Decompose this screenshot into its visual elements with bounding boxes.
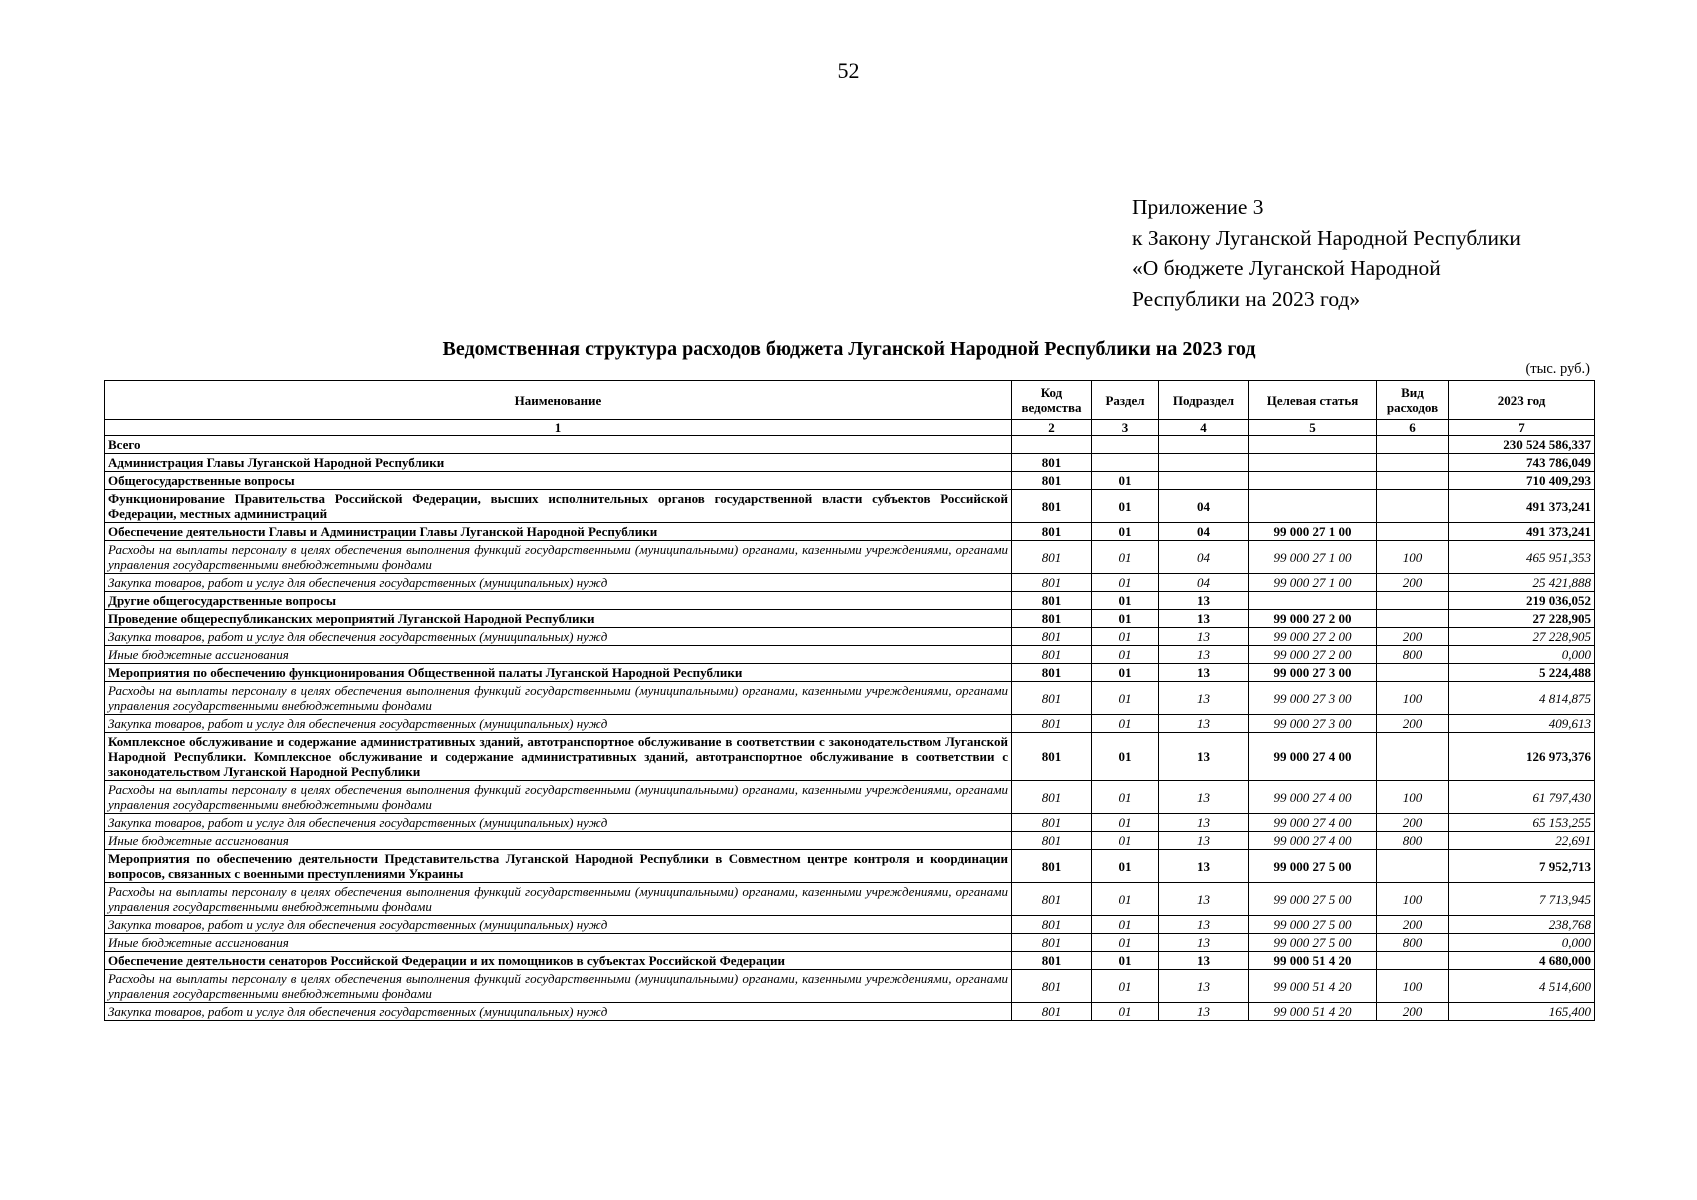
expense-type — [1377, 610, 1449, 628]
table-row — [105, 952, 1595, 970]
expense-type — [1377, 850, 1449, 883]
expense-type: 200 — [1377, 916, 1449, 934]
subsection — [1159, 454, 1249, 472]
target-article: 99 000 27 4 00 — [1249, 781, 1377, 814]
row-name: Всего — [105, 436, 1012, 454]
section: 01 — [1092, 715, 1159, 733]
appendix-line: Республики на 2023 год» — [1132, 286, 1361, 311]
table-row — [105, 646, 1595, 664]
subsection: 13 — [1159, 781, 1249, 814]
subsection: 13 — [1159, 715, 1249, 733]
amount-2023: 491 373,241 — [1449, 490, 1595, 523]
department-code: 801 — [1012, 916, 1092, 934]
table-row — [105, 814, 1595, 832]
subsection: 13 — [1159, 916, 1249, 934]
document-title: Ведомственная структура расходов бюджета Луганской Народной Республики на 2023 год — [442, 338, 1256, 360]
amount-2023: 165,400 — [1449, 1003, 1595, 1021]
department-code: 801 — [1012, 592, 1092, 610]
header-expense-type: Вид расходов — [1377, 381, 1449, 420]
subsection: 04 — [1159, 523, 1249, 541]
amount-2023: 25 421,888 — [1449, 574, 1595, 592]
row-name: Закупка товаров, работ и услуг для обеспечения государственных (муниципальных) нужд — [105, 628, 1012, 646]
target-article: 99 000 27 5 00 — [1249, 934, 1377, 952]
row-name: Закупка товаров, работ и услуг для обеспечения государственных (муниципальных) нужд — [105, 1003, 1012, 1021]
subsection: 13 — [1159, 934, 1249, 952]
budget-table-body — [105, 436, 1595, 1021]
amount-2023: 126 973,376 — [1449, 733, 1595, 781]
expense-type: 100 — [1377, 970, 1449, 1003]
target-article — [1249, 436, 1377, 454]
table-row — [105, 850, 1595, 883]
table-row — [105, 733, 1595, 781]
column-number-row — [105, 420, 1595, 436]
row-name: Расходы на выплаты персоналу в целях обеспечения выполнения функций государственными (муниципальными) органами, казенными учреждениями, органами управления государственными внебюджетными фондами — [105, 781, 1012, 814]
section: 01 — [1092, 592, 1159, 610]
header-section: Раздел — [1092, 381, 1159, 420]
column-number: 2 — [1012, 420, 1092, 436]
section: 01 — [1092, 664, 1159, 682]
amount-2023: 65 153,255 — [1449, 814, 1595, 832]
section — [1092, 454, 1159, 472]
section: 01 — [1092, 781, 1159, 814]
target-article: 99 000 27 2 00 — [1249, 646, 1377, 664]
budget-table — [104, 380, 1595, 1021]
department-code: 801 — [1012, 883, 1092, 916]
target-article: 99 000 27 4 00 — [1249, 733, 1377, 781]
department-code: 801 — [1012, 628, 1092, 646]
amount-2023: 465 951,353 — [1449, 541, 1595, 574]
row-name: Закупка товаров, работ и услуг для обеспечения государственных (муниципальных) нужд — [105, 715, 1012, 733]
row-name: Администрация Главы Луганской Народной Республики — [105, 454, 1012, 472]
table-row — [105, 523, 1595, 541]
subsection: 13 — [1159, 970, 1249, 1003]
table-row — [105, 1003, 1595, 1021]
amount-2023: 4 680,000 — [1449, 952, 1595, 970]
amount-2023: 61 797,430 — [1449, 781, 1595, 814]
amount-2023: 219 036,052 — [1449, 592, 1595, 610]
subsection: 13 — [1159, 883, 1249, 916]
section: 01 — [1092, 541, 1159, 574]
subsection: 04 — [1159, 541, 1249, 574]
amount-2023: 409,613 — [1449, 715, 1595, 733]
expense-type: 100 — [1377, 682, 1449, 715]
page-number: 52 — [837, 58, 860, 83]
table-row — [105, 454, 1595, 472]
header-name: Наименование — [105, 381, 1012, 420]
table-row — [105, 541, 1595, 574]
table-row — [105, 592, 1595, 610]
department-code: 801 — [1012, 610, 1092, 628]
department-code: 801 — [1012, 472, 1092, 490]
expense-type — [1377, 454, 1449, 472]
section: 01 — [1092, 472, 1159, 490]
header-department-code: Код ведомства — [1012, 381, 1092, 420]
row-name: Мероприятия по обеспечению функционирования Общественной палаты Луганской Народной Республики — [105, 664, 1012, 682]
target-article: 99 000 27 2 00 — [1249, 628, 1377, 646]
department-code: 801 — [1012, 715, 1092, 733]
subsection: 04 — [1159, 574, 1249, 592]
target-article: 99 000 27 1 00 — [1249, 541, 1377, 574]
target-article: 99 000 27 3 00 — [1249, 715, 1377, 733]
department-code: 801 — [1012, 781, 1092, 814]
row-name: Иные бюджетные ассигнования — [105, 646, 1012, 664]
table-row — [105, 832, 1595, 850]
header-subsection: Подраздел — [1159, 381, 1249, 420]
department-code: 801 — [1012, 664, 1092, 682]
row-name: Комплексное обслуживание и содержание административных зданий, автотранспортное обслуживание в соответствии с законодательством Луганской Народной Республики. Комплексное обслуживание и содержание административных зданий, автотранспортное обслуживание в соответствии с законодательством Луганской Народной Республики — [105, 733, 1012, 781]
target-article: 99 000 51 4 20 — [1249, 952, 1377, 970]
target-article: 99 000 27 4 00 — [1249, 832, 1377, 850]
row-name: Проведение общереспубликанских мероприятий Луганской Народной Республики — [105, 610, 1012, 628]
table-row — [105, 682, 1595, 715]
department-code: 801 — [1012, 970, 1092, 1003]
table-row — [105, 574, 1595, 592]
target-article: 99 000 27 5 00 — [1249, 850, 1377, 883]
department-code — [1012, 436, 1092, 454]
expense-type — [1377, 592, 1449, 610]
target-article: 99 000 27 5 00 — [1249, 883, 1377, 916]
amount-2023: 238,768 — [1449, 916, 1595, 934]
header-target-article: Целевая статья — [1249, 381, 1377, 420]
department-code: 801 — [1012, 574, 1092, 592]
row-name: Обеспечение деятельности Главы и Администрации Главы Луганской Народной Республики — [105, 523, 1012, 541]
expense-type: 100 — [1377, 541, 1449, 574]
target-article: 99 000 27 3 00 — [1249, 664, 1377, 682]
expense-type — [1377, 664, 1449, 682]
appendix-line: к Закону Луганской Народной Республики — [1132, 225, 1521, 250]
appendix-line: Приложение 3 — [1132, 195, 1264, 219]
table-row — [105, 490, 1595, 523]
row-name: Расходы на выплаты персоналу в целях обеспечения выполнения функций государственными (муниципальными) органами, казенными учреждениями, органами управления государственными внебюджетными фондами — [105, 682, 1012, 715]
section: 01 — [1092, 733, 1159, 781]
department-code: 801 — [1012, 733, 1092, 781]
row-name: Обеспечение деятельности сенаторов Российской Федерации и их помощников в субъектах Российской Федерации — [105, 952, 1012, 970]
subsection: 13 — [1159, 592, 1249, 610]
row-name: Расходы на выплаты персоналу в целях обеспечения выполнения функций государственными (муниципальными) органами, казенными учреждениями, органами управления государственными внебюджетными фондами — [105, 970, 1012, 1003]
row-name: Другие общегосударственные вопросы — [105, 592, 1012, 610]
appendix-note — [1132, 192, 1521, 314]
amount-2023: 27 228,905 — [1449, 610, 1595, 628]
table-row — [105, 472, 1595, 490]
department-code: 801 — [1012, 832, 1092, 850]
subsection: 13 — [1159, 832, 1249, 850]
section — [1092, 436, 1159, 454]
expense-type: 100 — [1377, 781, 1449, 814]
amount-2023: 0,000 — [1449, 646, 1595, 664]
table-row — [105, 883, 1595, 916]
units-note: (тыс. руб.) — [1525, 361, 1590, 377]
table-row — [105, 436, 1595, 454]
subsection: 13 — [1159, 664, 1249, 682]
amount-2023: 0,000 — [1449, 934, 1595, 952]
row-name: Иные бюджетные ассигнования — [105, 934, 1012, 952]
department-code: 801 — [1012, 952, 1092, 970]
section: 01 — [1092, 610, 1159, 628]
expense-type: 800 — [1377, 934, 1449, 952]
row-name: Расходы на выплаты персоналу в целях обеспечения выполнения функций государственными (муниципальными) органами, казенными учреждениями, органами управления государственными внебюджетными фондами — [105, 883, 1012, 916]
target-article: 99 000 51 4 20 — [1249, 970, 1377, 1003]
table-row — [105, 934, 1595, 952]
target-article: 99 000 27 5 00 — [1249, 916, 1377, 934]
row-name: Иные бюджетные ассигнования — [105, 832, 1012, 850]
table-row — [105, 664, 1595, 682]
target-article: 99 000 27 1 00 — [1249, 523, 1377, 541]
section: 01 — [1092, 646, 1159, 664]
section: 01 — [1092, 628, 1159, 646]
subsection: 13 — [1159, 733, 1249, 781]
section: 01 — [1092, 832, 1159, 850]
department-code: 801 — [1012, 814, 1092, 832]
department-code: 801 — [1012, 1003, 1092, 1021]
appendix-line: «О бюджете Луганской Народной — [1132, 256, 1441, 280]
header-row — [105, 381, 1595, 420]
row-name: Мероприятия по обеспечению деятельности Представительства Луганской Народной Республики в Совместном центре контроля и координации вопросов, связанных с военными преступлениями Украины — [105, 850, 1012, 883]
section: 01 — [1092, 574, 1159, 592]
target-article — [1249, 592, 1377, 610]
subsection: 13 — [1159, 1003, 1249, 1021]
section: 01 — [1092, 934, 1159, 952]
section: 01 — [1092, 952, 1159, 970]
target-article: 99 000 27 2 00 — [1249, 610, 1377, 628]
subsection: 13 — [1159, 610, 1249, 628]
expense-type — [1377, 523, 1449, 541]
expense-type: 800 — [1377, 832, 1449, 850]
subsection: 13 — [1159, 850, 1249, 883]
column-number: 4 — [1159, 420, 1249, 436]
section: 01 — [1092, 883, 1159, 916]
target-article: 99 000 51 4 20 — [1249, 1003, 1377, 1021]
target-article: 99 000 27 1 00 — [1249, 574, 1377, 592]
expense-type: 200 — [1377, 1003, 1449, 1021]
amount-2023: 230 524 586,337 — [1449, 436, 1595, 454]
expense-type: 200 — [1377, 715, 1449, 733]
subsection: 13 — [1159, 952, 1249, 970]
section: 01 — [1092, 490, 1159, 523]
subsection — [1159, 472, 1249, 490]
expense-type — [1377, 436, 1449, 454]
target-article — [1249, 490, 1377, 523]
subsection: 13 — [1159, 646, 1249, 664]
subsection: 13 — [1159, 628, 1249, 646]
expense-type — [1377, 733, 1449, 781]
column-number: 6 — [1377, 420, 1449, 436]
department-code: 801 — [1012, 682, 1092, 715]
subsection — [1159, 436, 1249, 454]
column-number: 5 — [1249, 420, 1377, 436]
section: 01 — [1092, 850, 1159, 883]
department-code: 801 — [1012, 490, 1092, 523]
amount-2023: 4 514,600 — [1449, 970, 1595, 1003]
target-article — [1249, 454, 1377, 472]
amount-2023: 5 224,488 — [1449, 664, 1595, 682]
subsection: 13 — [1159, 682, 1249, 715]
table-row — [105, 715, 1595, 733]
amount-2023: 27 228,905 — [1449, 628, 1595, 646]
column-number: 3 — [1092, 420, 1159, 436]
row-name: Функционирование Правительства Российской Федерации, высших исполнительных органов государственной власти субъектов Российской Федерации, местных администраций — [105, 490, 1012, 523]
department-code: 801 — [1012, 934, 1092, 952]
column-number: 1 — [105, 420, 1012, 436]
department-code: 801 — [1012, 850, 1092, 883]
expense-type: 100 — [1377, 883, 1449, 916]
amount-2023: 7 952,713 — [1449, 850, 1595, 883]
amount-2023: 7 713,945 — [1449, 883, 1595, 916]
section: 01 — [1092, 1003, 1159, 1021]
table-row — [105, 781, 1595, 814]
expense-type — [1377, 952, 1449, 970]
subsection: 13 — [1159, 814, 1249, 832]
row-name: Закупка товаров, работ и услуг для обеспечения государственных (муниципальных) нужд — [105, 574, 1012, 592]
department-code: 801 — [1012, 541, 1092, 574]
amount-2023: 710 409,293 — [1449, 472, 1595, 490]
target-article: 99 000 27 3 00 — [1249, 682, 1377, 715]
department-code: 801 — [1012, 454, 1092, 472]
expense-type: 800 — [1377, 646, 1449, 664]
department-code: 801 — [1012, 523, 1092, 541]
expense-type: 200 — [1377, 628, 1449, 646]
section: 01 — [1092, 970, 1159, 1003]
table-row — [105, 628, 1595, 646]
header-year-2023: 2023 год — [1449, 381, 1595, 420]
row-name: Закупка товаров, работ и услуг для обеспечения государственных (муниципальных) нужд — [105, 916, 1012, 934]
row-name: Общегосударственные вопросы — [105, 472, 1012, 490]
table-row — [105, 970, 1595, 1003]
amount-2023: 491 373,241 — [1449, 523, 1595, 541]
section: 01 — [1092, 682, 1159, 715]
section: 01 — [1092, 523, 1159, 541]
row-name: Расходы на выплаты персоналу в целях обеспечения выполнения функций государственными (муниципальными) органами, казенными учреждениями, органами управления государственными внебюджетными фондами — [105, 541, 1012, 574]
table-row — [105, 610, 1595, 628]
section: 01 — [1092, 814, 1159, 832]
expense-type — [1377, 472, 1449, 490]
amount-2023: 4 814,875 — [1449, 682, 1595, 715]
column-number: 7 — [1449, 420, 1595, 436]
subsection: 04 — [1159, 490, 1249, 523]
target-article — [1249, 472, 1377, 490]
amount-2023: 22,691 — [1449, 832, 1595, 850]
table-row — [105, 916, 1595, 934]
amount-2023: 743 786,049 — [1449, 454, 1595, 472]
expense-type: 200 — [1377, 574, 1449, 592]
target-article: 99 000 27 4 00 — [1249, 814, 1377, 832]
department-code: 801 — [1012, 646, 1092, 664]
expense-type: 200 — [1377, 814, 1449, 832]
section: 01 — [1092, 916, 1159, 934]
expense-type — [1377, 490, 1449, 523]
row-name: Закупка товаров, работ и услуг для обеспечения государственных (муниципальных) нужд — [105, 814, 1012, 832]
